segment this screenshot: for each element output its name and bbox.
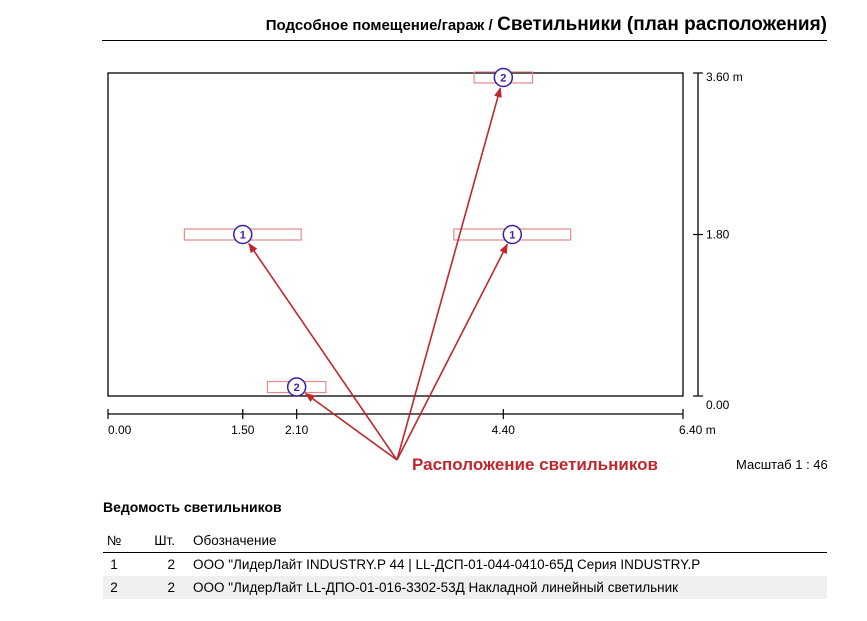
- row-number: 1: [110, 557, 118, 572]
- row-description: ООО "ЛидерЛайт INDUSTRY.P 44 | LL-ДСП-01-044-0410-65Д Серия INDUSTRY.P: [193, 557, 701, 572]
- y-axis-tick-label: 3.60 m: [706, 70, 743, 84]
- y-axis-tick-label: 0.00: [706, 398, 730, 412]
- y-axis-tick-label: 1.80: [706, 227, 730, 242]
- page-title: Светильники (план расположения): [497, 14, 827, 35]
- row-description: ООО "ЛидерЛайт LL-ДПО-01-016-3302-53Д Накладной линейный светильник: [193, 576, 827, 599]
- luminaire-marker-label: 1: [239, 229, 246, 242]
- column-header-number: №: [103, 528, 125, 553]
- x-axis-tick-label: 2.10: [284, 423, 309, 437]
- x-dimension-axis: [108, 409, 716, 437]
- luminaires-layer: [184, 68, 570, 396]
- table-header-row: [103, 528, 827, 553]
- luminaire-marker-label: 2: [500, 72, 507, 85]
- column-header-description: Обозначение: [193, 528, 827, 553]
- row-quantity: 2: [125, 576, 193, 599]
- row-number: 2: [103, 576, 125, 599]
- y-dimension-axis: [693, 70, 743, 412]
- x-axis-tick-label: 4.40: [491, 423, 515, 437]
- table-row: [103, 553, 827, 577]
- annotation-arrow: [249, 244, 397, 460]
- page-subtitle: Подсобное помещение/гараж /: [265, 17, 493, 34]
- row-quantity: 2: [167, 557, 175, 572]
- x-axis-tick-label: 6.40 m: [679, 423, 716, 437]
- annotation-label: Расположение светильников: [412, 455, 658, 474]
- schedule-title: Ведомость светильников: [103, 499, 282, 515]
- x-axis-tick-label: 0.00: [108, 423, 132, 437]
- room-outline: [108, 73, 683, 396]
- luminaire-marker-label: 1: [509, 229, 516, 242]
- x-axis-tick-label: 1.50: [231, 423, 255, 437]
- table-row: [103, 576, 827, 599]
- column-header-quantity: Шт.: [125, 528, 193, 553]
- scale-label: Масштаб 1 : 46: [736, 457, 828, 472]
- luminaire-marker-label: 2: [293, 382, 300, 395]
- luminaire-schedule-table: [103, 528, 827, 599]
- annotation-arrow: [306, 393, 397, 460]
- annotation-arrow: [397, 88, 500, 460]
- annotation-arrows: [249, 88, 507, 460]
